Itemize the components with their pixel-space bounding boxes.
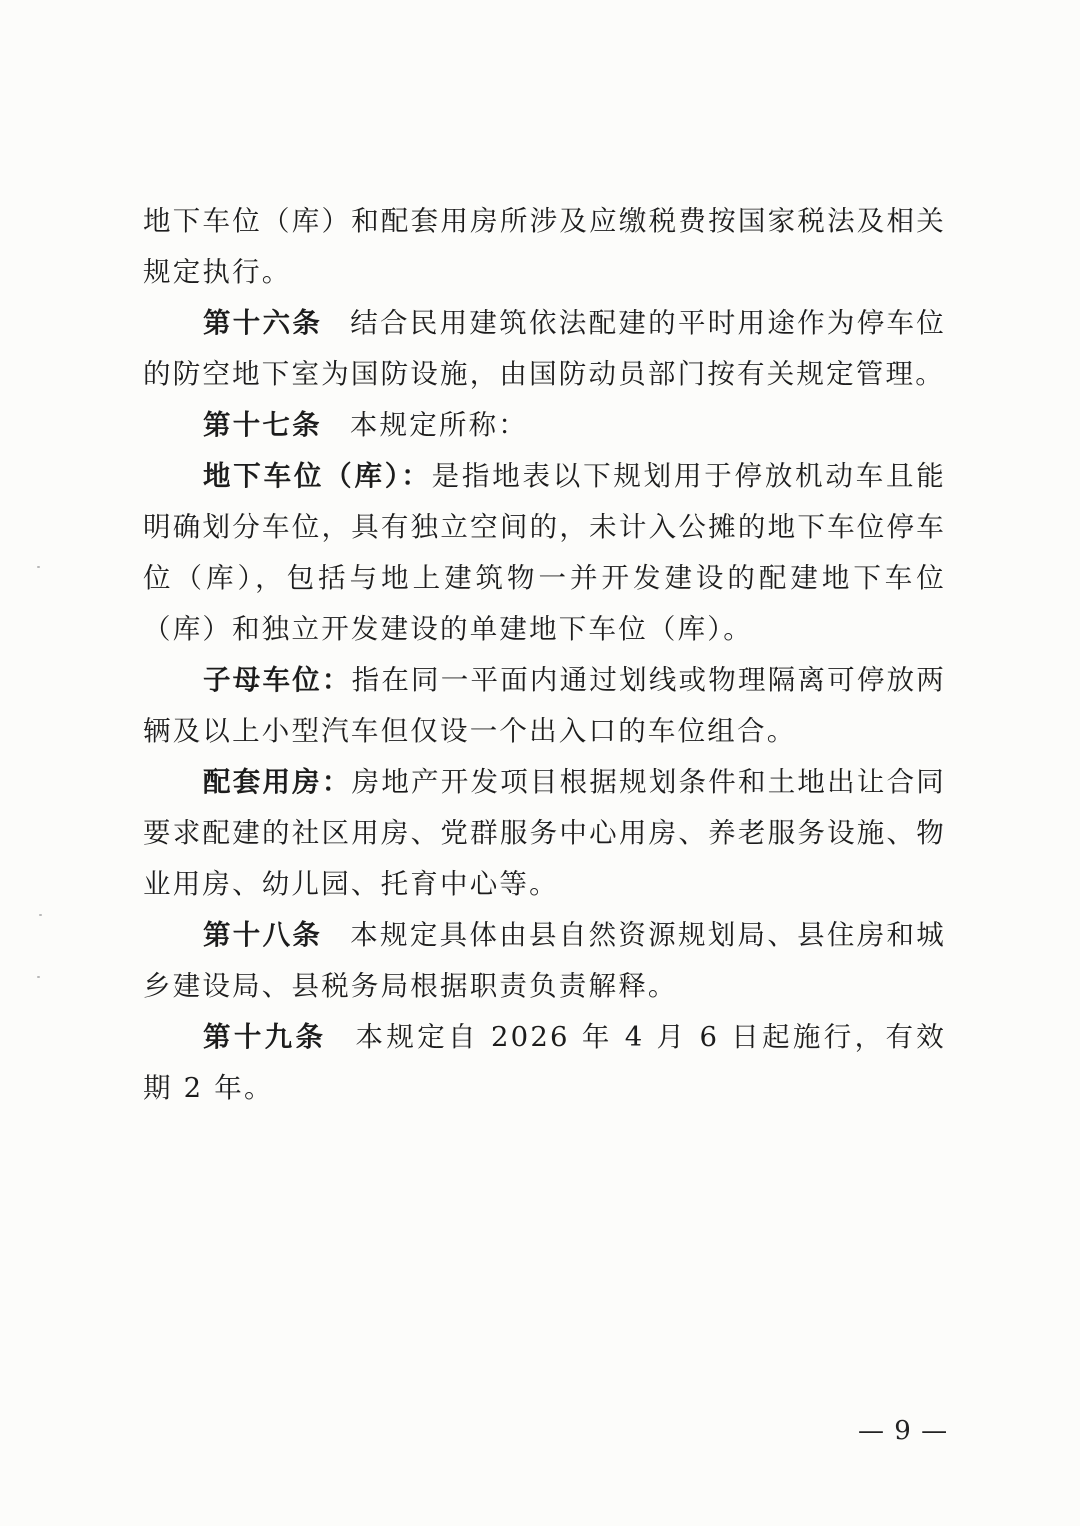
- definition-text: 是指地表以下规划用于停放机动车且能明确划分车位，具有独立空间的，未计入公摊的地下车位停车位（库），包括与地上建筑物一并开发建设的配建地下车位（库）和独立开发建设的单建地下车位（库）。: [143, 460, 946, 645]
- definition-text: 房地产开发项目根据规划条件和土地出让合同要求配建的社区用房、党群服务中心用房、养老服务设施、物业用房、幼儿园、托育中心等。: [143, 766, 947, 900]
- definition-underground-parking: [143, 451, 946, 655]
- paragraph-tax-provision: [143, 196, 946, 298]
- document-body: [143, 196, 946, 1114]
- definition-supporting-housing: [143, 757, 946, 910]
- definition-term: 子母车位：: [203, 664, 352, 696]
- article-19: [143, 1012, 946, 1114]
- article-16: [143, 298, 946, 400]
- definition-term: 配套用房：: [203, 766, 352, 798]
- article-heading: 第十七条: [203, 409, 322, 441]
- article-text: 本规定具体由县自然资源规划局、县住房和城乡建设局、县税务局根据职责负责解释。: [143, 919, 946, 1002]
- paragraph-text: 地下车位（库）和配套用房所涉及应缴税费按国家税法及相关规定执行。: [143, 205, 946, 288]
- definition-text: 指在同一平面内通过划线或物理隔离可停放两辆及以上小型汽车但仅设一个出入口的车位组合。: [143, 664, 947, 747]
- article-heading: 第十六条: [203, 307, 323, 339]
- article-heading: 第十九条: [203, 1021, 327, 1053]
- article-text: 本规定自 2026 年 4 月 6 日起施行，有效期 2 年。: [143, 1021, 946, 1104]
- definition-tandem-parking: [143, 655, 946, 757]
- scan-speck: [37, 976, 40, 978]
- scan-speck: [37, 566, 40, 568]
- article-heading: 第十八条: [203, 919, 323, 951]
- article-18: [143, 910, 946, 1012]
- article-text: 结合民用建筑依法配建的平时用途作为停车位的防空地下室为国防设施，由国防动员部门按有关规定管理。: [143, 307, 946, 390]
- definition-term: 地下车位（库）：: [203, 460, 432, 492]
- article-17: [143, 400, 946, 451]
- page-number: — 9 —: [858, 1416, 949, 1446]
- scan-speck: [39, 914, 42, 916]
- article-text: 本规定所称：: [349, 409, 529, 441]
